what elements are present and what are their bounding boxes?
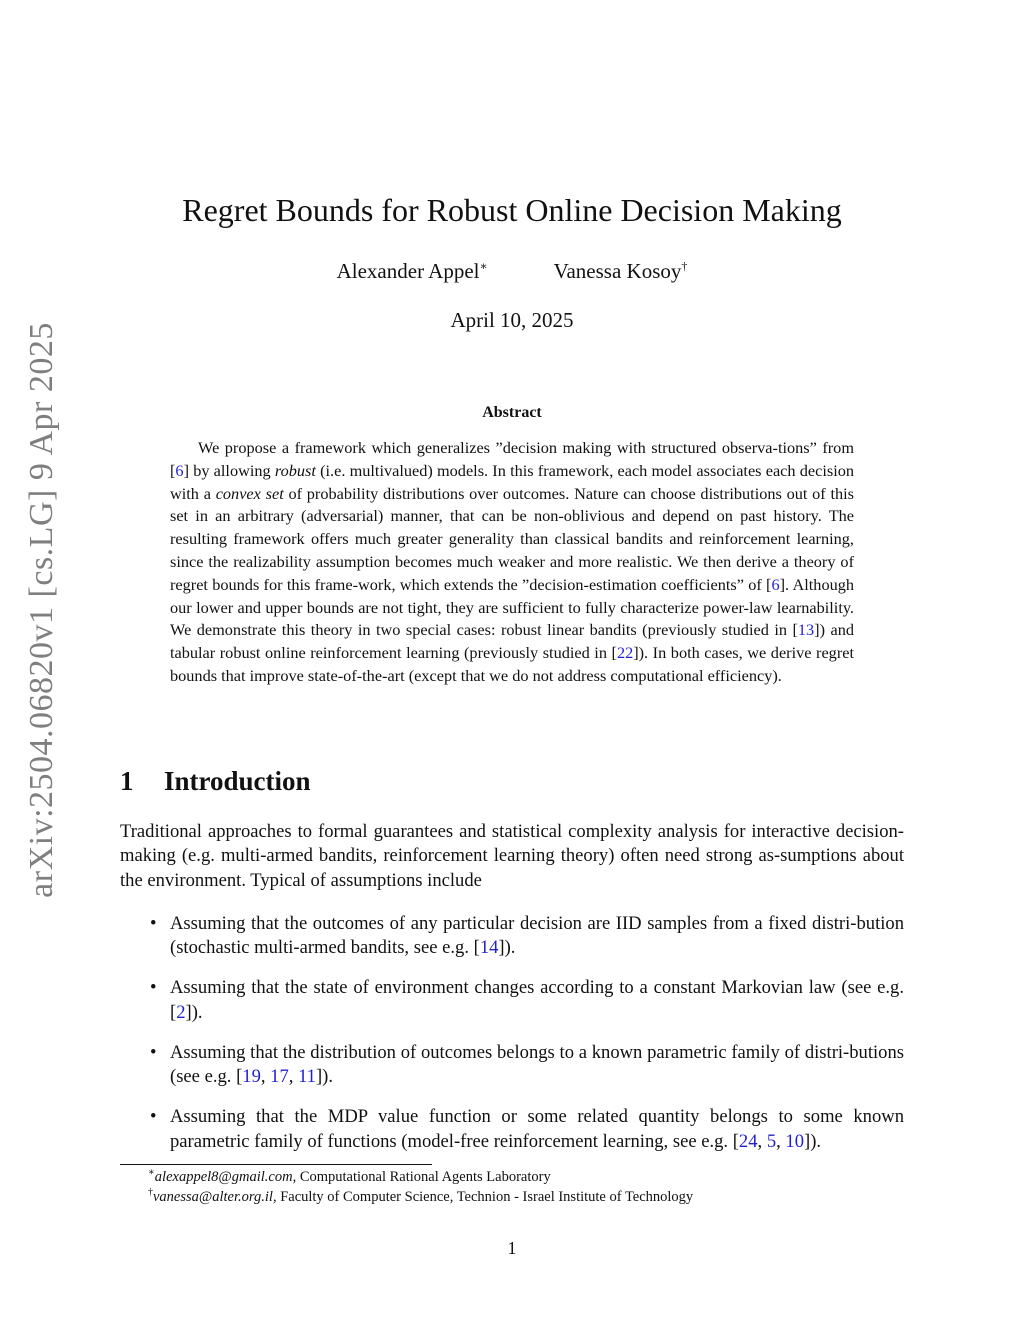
citation-link[interactable]: 19 — [242, 1066, 261, 1088]
citation-link[interactable]: 11 — [298, 1066, 316, 1088]
list-item-text: Assuming that the distribution of outcomes belongs to a known parametric family of distri-butions (see e.g. [ — [170, 1041, 904, 1088]
list-item-text: ]). — [804, 1130, 822, 1152]
arxiv-side-stamp: arXiv:2504.06820v1 [cs.LG] 9 Apr 2025 — [23, 322, 60, 898]
footnote-appel — [148, 1169, 551, 1186]
footnote-divider — [120, 1164, 432, 1165]
list-item-text: , — [776, 1130, 786, 1152]
list-item — [120, 1105, 904, 1154]
list-item-text: Assuming that the outcomes of any particular decision are IID samples from a fixed distri-bution (stochastic multi-armed bandits, see e.g. [ — [170, 913, 904, 959]
author-appel — [337, 259, 488, 284]
bullet-icon: • — [150, 977, 157, 999]
author-kosoy — [554, 259, 688, 284]
list-item-text: , — [260, 1066, 271, 1088]
author-name: Vanessa Kosoy — [553, 259, 682, 283]
footnote-text: , Faculty of Computer Science, Technion - Israel Institute of Technology — [272, 1189, 694, 1205]
abstract-text: ]). In both cases, we derive regret bounds that improve state-of-the-art (except that we do not address computational efficiency). — [170, 643, 854, 685]
page-number: 1 — [507, 1238, 517, 1258]
assumption-list — [120, 912, 904, 1170]
list-item — [120, 1041, 904, 1090]
paper-date: April 10, 2025 — [450, 308, 574, 332]
citation-link[interactable]: 24 — [738, 1130, 758, 1152]
abstract-text: ] by allowing — [183, 460, 275, 480]
abstract-text: We propose a framework which generalizes ”decision making with structured observa-tions” from [ — [170, 438, 854, 480]
footnote-mark: ∗ — [148, 1167, 155, 1179]
citation-link[interactable]: 6 — [175, 460, 184, 480]
section-title: Introduction — [164, 766, 311, 796]
list-item-text: Assuming that the MDP value function or some related quantity belongs to some known parametric family of functions (model-free reinforcement learning, see e.g. [ — [170, 1106, 904, 1152]
citation-link[interactable]: 14 — [479, 937, 499, 959]
list-item-text: ]). — [185, 1001, 203, 1023]
abstract-text: of probability distributions over outcomes. Nature can choose distributions out of this set in an arbitrary (adversarial) manner, that can be non-oblivious and depend on past history. The resulting framework offers much greater generality than classical bandits and reinforcement learning, since the realizability assumption becomes much weaker and more realistic. We then derive a theory of regret bounds for this frame-work, which extends the ”decision-estimation coefficients” of [ — [170, 483, 855, 594]
section-heading — [120, 766, 311, 797]
citation-link[interactable]: 22 — [616, 643, 634, 663]
list-item — [120, 976, 904, 1025]
emphasis-text: robust — [274, 460, 316, 480]
author-name: Alexander Appel — [336, 259, 480, 283]
abstract-body — [170, 437, 854, 688]
footnote-email: alexappel8@gmail.com — [154, 1169, 293, 1185]
footnote-text: , Computational Rational Agents Laboratory — [292, 1169, 551, 1185]
bullet-icon: • — [150, 1041, 157, 1063]
intro-paragraph: Traditional approaches to formal guarantees and statistical complexity analysis for interactive decision-making (e.g. multi-armed bandits, reinforcement learning theory) often need strong as-sumptions about the environment. Typical of assumptions include — [120, 821, 904, 891]
citation-link[interactable]: 13 — [797, 620, 815, 640]
footnote-mark: † — [681, 259, 688, 273]
footnote-kosoy — [148, 1189, 693, 1206]
abstract-text: ]. Although our lower and upper bounds are not tight, they are sufficient to fully characterize power-law learnability. We demonstrate this theory in two special cases: robust linear bandits (previously studied in [ — [170, 574, 855, 640]
paper-title: Regret Bounds for Robust Online Decision Making — [182, 192, 842, 228]
bullet-icon: • — [150, 913, 157, 934]
list-item-text: , — [288, 1066, 299, 1088]
list-item-text: ]). — [315, 1066, 334, 1088]
section-number: 1 — [120, 766, 134, 796]
abstract-heading: Abstract — [482, 404, 542, 421]
citation-link[interactable]: 6 — [771, 574, 780, 594]
bullet-icon: • — [150, 1106, 157, 1128]
list-item-text: ]). — [498, 937, 516, 959]
list-item — [120, 912, 904, 961]
citation-link[interactable]: 17 — [270, 1066, 289, 1088]
author-list — [0, 259, 1024, 284]
footnote-mark: ∗ — [479, 259, 488, 273]
abstract-text: ]) and tabular robust online reinforcement learning (previously studied in [ — [170, 620, 854, 663]
citation-link[interactable]: 5 — [766, 1130, 777, 1152]
emphasis-text: convex set — [215, 483, 284, 503]
abstract-text: (i.e. multivalued) models. In this framework, each model associates each decision with a — [170, 460, 855, 503]
list-item-text: , — [757, 1130, 767, 1152]
citation-link[interactable]: 10 — [785, 1130, 804, 1152]
footnote-mark: † — [148, 1187, 153, 1199]
list-item-text: Assuming that the state of environment changes according to a constant Markovian law (see e.g. [ — [170, 977, 904, 1023]
citation-link[interactable]: 2 — [176, 1001, 186, 1023]
footnote-email: vanessa@alter.org.il — [153, 1189, 273, 1205]
